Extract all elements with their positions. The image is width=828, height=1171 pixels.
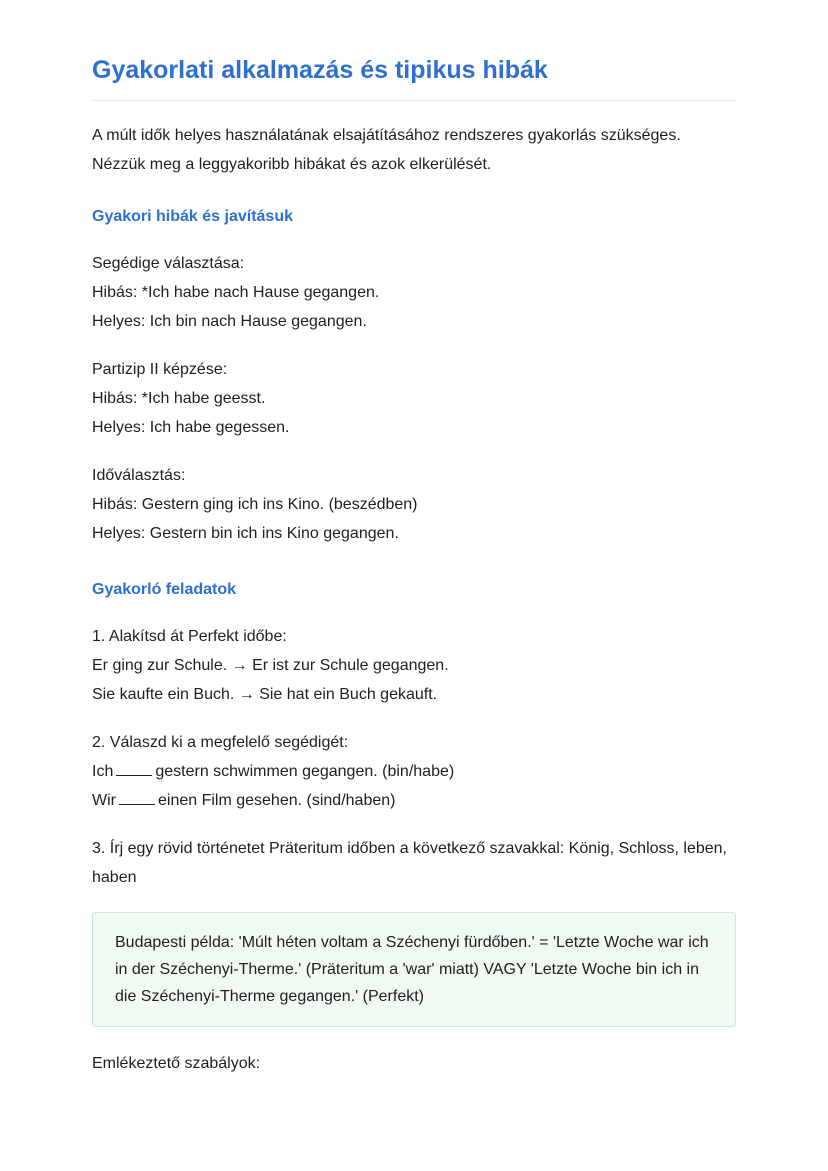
exercise-title: 2. Válaszd ki a megfelelő segédigét: [92, 734, 349, 751]
error-right: Helyes: Gestern bin ich ins Kino gegangen. [92, 525, 399, 542]
error-label: Időválasztás: [92, 467, 186, 484]
errors-heading: Gyakori hibák és javításuk [92, 208, 293, 225]
sentence-start: Wir [92, 792, 116, 809]
reminder-heading: Emlékeztető szabályok: [92, 1055, 261, 1072]
intro-paragraph: A múlt idők helyes használatának elsajátításához rendszeres gyakorlás szükséges. Nézzük meg a leggyakoribb hibákat és azok elkerülését. [92, 127, 681, 173]
exercise-line: Er ging zur Schule. → Er ist zur Schule gegangen. [92, 657, 449, 674]
exercise-title: 1. Alakítsd át Perfekt időbe: [92, 628, 287, 645]
error-item [92, 355, 736, 442]
sentence-start: Ich [92, 763, 114, 780]
error-wrong: Hibás: *Ich habe geesst. [92, 390, 266, 407]
error-label: Segédige választása: [92, 255, 245, 272]
fill-in-blank [116, 762, 152, 776]
sentence-end: gestern schwimmen gegangen. (bin/habe) [155, 763, 455, 780]
exercise-line [92, 757, 736, 786]
fill-in-blank [119, 791, 155, 805]
error-right: Helyes: Ich habe gegessen. [92, 419, 290, 436]
error-item [92, 249, 736, 336]
exercise-line: Sie kaufte ein Buch. → Sie hat ein Buch gekauft. [92, 686, 438, 703]
error-label: Partizip II képzése: [92, 361, 228, 378]
page-title: Gyakorlati alkalmazás és tipikus hibák [92, 52, 736, 101]
error-wrong: Hibás: *Ich habe nach Hause gegangen. [92, 284, 380, 301]
exercise-1 [92, 622, 736, 709]
exercises-heading: Gyakorló feladatok [92, 581, 237, 598]
error-wrong: Hibás: Gestern ging ich ins Kino. (beszédben) [92, 496, 418, 513]
exercise-line [92, 786, 736, 815]
example-text: Budapesti példa: 'Múlt héten voltam a Széchenyi fürdőben.' = 'Letzte Woche war ich in der Széchenyi-Therme.' (Präteritum a 'war' miatt) VAGY 'Letzte Woche bin ich in die Széchenyi-Therme gegangen.' (Perfekt) [115, 934, 709, 1005]
document-content [92, 52, 736, 1094]
exercise-2 [92, 728, 736, 815]
error-right: Helyes: Ich bin nach Hause gegangen. [92, 313, 367, 330]
exercise-3: 3. Írj egy rövid történetet Präteritum időben a következő szavakkal: König, Schloss, leben, haben [92, 840, 727, 886]
sentence-end: einen Film gesehen. (sind/haben) [157, 792, 396, 809]
example-callout-box [92, 912, 736, 1027]
error-item [92, 461, 736, 548]
